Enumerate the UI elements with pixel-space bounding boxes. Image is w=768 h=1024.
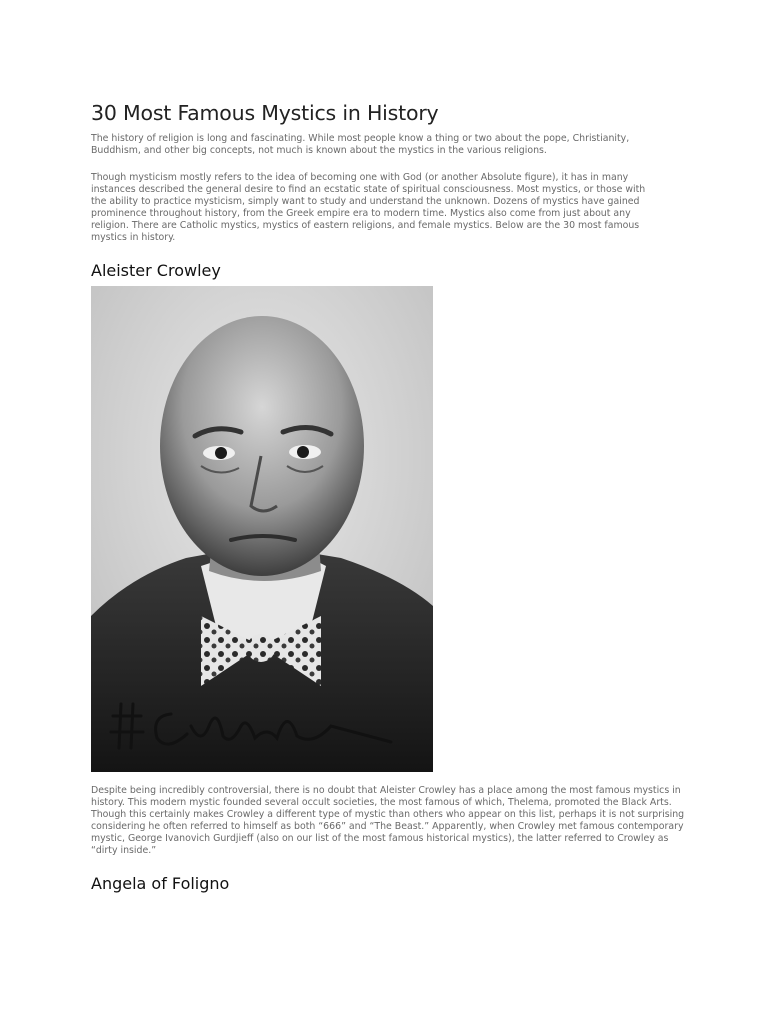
section-heading-angela-of-foligno: Angela of Foligno (91, 874, 230, 893)
mysticism-paragraph: Though mysticism mostly refers to the idea of becoming one with God (or another Absolute figure), it has in many instances described the general desire to find an ecstatic state of spiritual consciousness. Most mystics, or those with the ability to practice mysticism, simply want to study and understand the unknown. Dozens of mystics have gained prominence throughout history, from the Greek empire era to modern time. Mystics also come from just about any religion. There are Catholic mystics, mystics of eastern religions, and female mystics. Below are the 30 most famous mystics in history. (91, 172, 646, 243)
page-title: 30 Most Famous Mystics in History (91, 101, 439, 125)
crowley-paragraph: Despite being incredibly controversial, there is no doubt that Aleister Crowley has a place among the most famous mystics in history. This modern mystic founded several occult societies, the most famous of which, Thelema, promoted the Black Arts. Though this certainly makes Crowley a different type of mystic than others who appear on this list, perhaps it is not surprising considering he often referred to himself as both “666” and “The Beast.” Apparently, when Crowley met famous contemporary mystic, George Ivanovich Gurdjieff (also on our list of the most famous historical mystics), the latter referred to Crowley as “dirty inside.” (91, 785, 685, 856)
intro-paragraph: The history of religion is long and fascinating. While most people know a thing or two about the pope, Christianity, Buddhism, and other big concepts, not much is known about the mystics in the various religions. (91, 133, 630, 156)
section-heading-aleister-crowley: Aleister Crowley (91, 261, 221, 280)
portrait-photo (91, 286, 433, 772)
